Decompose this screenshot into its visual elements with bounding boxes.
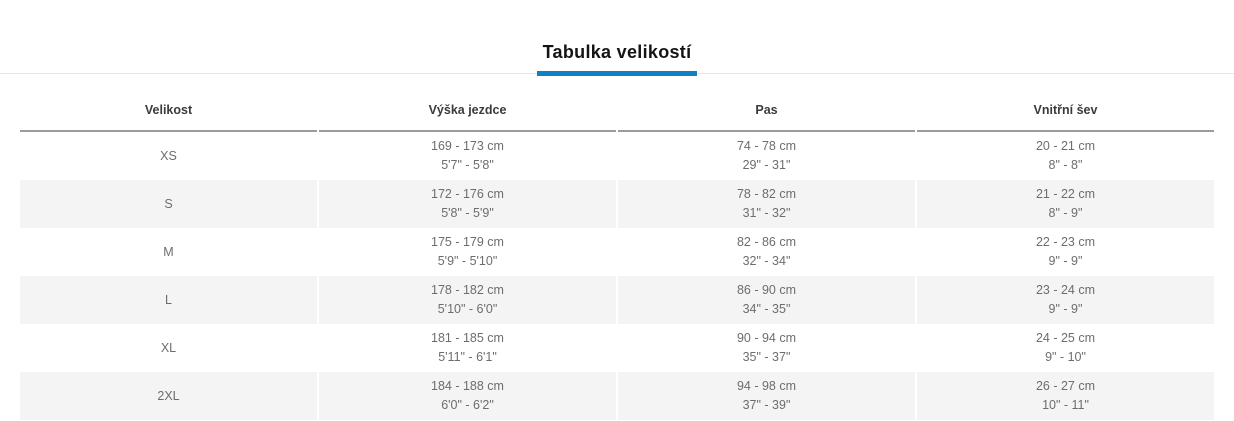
size-cell	[20, 132, 317, 180]
size-cell	[20, 228, 317, 276]
height-cell	[319, 276, 616, 324]
table-row-xs	[20, 132, 1214, 180]
value-cm: 169 - 173 cm	[431, 139, 504, 153]
value-in: 6'0" - 6'2"	[441, 398, 494, 412]
size-label: L	[165, 292, 172, 307]
column-header-inseam: Vnitřní šev	[917, 94, 1214, 132]
value-cm: 74 - 78 cm	[736, 139, 797, 153]
value-cm: 175 - 179 cm	[431, 235, 504, 249]
table-row-xl	[20, 324, 1214, 372]
height-cell	[319, 228, 616, 276]
table-row-2xl	[20, 372, 1214, 420]
value-in: 8" - 9"	[1048, 206, 1083, 220]
value-in: 9" - 9"	[1048, 302, 1083, 316]
value-in: 34" - 35"	[742, 302, 791, 316]
value-cm: 24 - 25 cm	[1035, 331, 1096, 345]
inseam-cell	[917, 372, 1214, 420]
table-row-s	[20, 180, 1214, 228]
value-in: 5'7" - 5'8"	[441, 158, 494, 172]
page-title: Tabulka velikostí	[542, 42, 692, 62]
size-cell	[20, 324, 317, 372]
waist-cell	[618, 180, 915, 228]
value-in: 9" - 9"	[1048, 254, 1083, 268]
waist-cell	[618, 228, 915, 276]
value-in: 5'11" - 6'1"	[438, 350, 497, 364]
value-in: 9" - 10"	[1045, 350, 1086, 364]
column-header-size: Velikost	[20, 94, 317, 132]
value-cm: 26 - 27 cm	[1035, 379, 1096, 393]
value-cm: 23 - 24 cm	[1035, 283, 1096, 297]
value-cm: 94 - 98 cm	[736, 379, 797, 393]
column-header-rider-height: Výška jezdce	[319, 94, 616, 132]
title-section	[0, 0, 1234, 63]
value-cm: 181 - 185 cm	[431, 331, 504, 345]
value-cm: 21 - 22 cm	[1035, 187, 1096, 201]
size-label: XS	[160, 148, 177, 163]
value-cm: 20 - 21 cm	[1035, 139, 1096, 153]
value-cm: 178 - 182 cm	[431, 283, 504, 297]
inseam-cell	[917, 228, 1214, 276]
value-cm: 82 - 86 cm	[736, 235, 797, 249]
inseam-cell	[917, 132, 1214, 180]
value-cm: 86 - 90 cm	[736, 283, 797, 297]
size-cell	[20, 180, 317, 228]
size-label: M	[163, 244, 174, 259]
size-label: 2XL	[157, 388, 180, 403]
waist-cell	[618, 132, 915, 180]
inseam-cell	[917, 180, 1214, 228]
size-cell	[20, 276, 317, 324]
size-table-container	[18, 94, 1216, 420]
height-cell	[319, 372, 616, 420]
value-cm: 78 - 82 cm	[736, 187, 797, 201]
column-header-waist: Pas	[618, 94, 915, 132]
header-row	[20, 94, 1214, 132]
value-in: 37" - 39"	[742, 398, 791, 412]
value-in: 5'9" - 5'10"	[437, 254, 498, 268]
value-cm: 90 - 94 cm	[736, 331, 797, 345]
value-in: 8" - 8"	[1048, 158, 1083, 172]
value-in: 10" - 11"	[1042, 398, 1089, 412]
size-cell	[20, 372, 317, 420]
title-accent-underline	[537, 71, 697, 76]
size-table-header	[20, 94, 1214, 132]
value-cm: 184 - 188 cm	[431, 379, 504, 393]
waist-cell	[618, 372, 915, 420]
value-cm: 172 - 176 cm	[431, 187, 504, 201]
value-cm: 22 - 23 cm	[1035, 235, 1096, 249]
size-table	[18, 94, 1216, 420]
height-cell	[319, 132, 616, 180]
size-label: S	[164, 196, 173, 211]
inseam-cell	[917, 276, 1214, 324]
size-label: XL	[160, 340, 177, 355]
value-in: 5'10" - 6'0"	[437, 302, 498, 316]
value-in: 35" - 37"	[742, 350, 791, 364]
waist-cell	[618, 276, 915, 324]
height-cell	[319, 180, 616, 228]
table-row-l	[20, 276, 1214, 324]
value-in: 5'8" - 5'9"	[441, 206, 494, 220]
height-cell	[319, 324, 616, 372]
inseam-cell	[917, 324, 1214, 372]
waist-cell	[618, 324, 915, 372]
size-table-body	[20, 132, 1214, 420]
value-in: 32" - 34"	[742, 254, 791, 268]
table-row-m	[20, 228, 1214, 276]
value-in: 29" - 31"	[742, 158, 791, 172]
title-divider	[0, 68, 1234, 82]
value-in: 31" - 32"	[742, 206, 791, 220]
